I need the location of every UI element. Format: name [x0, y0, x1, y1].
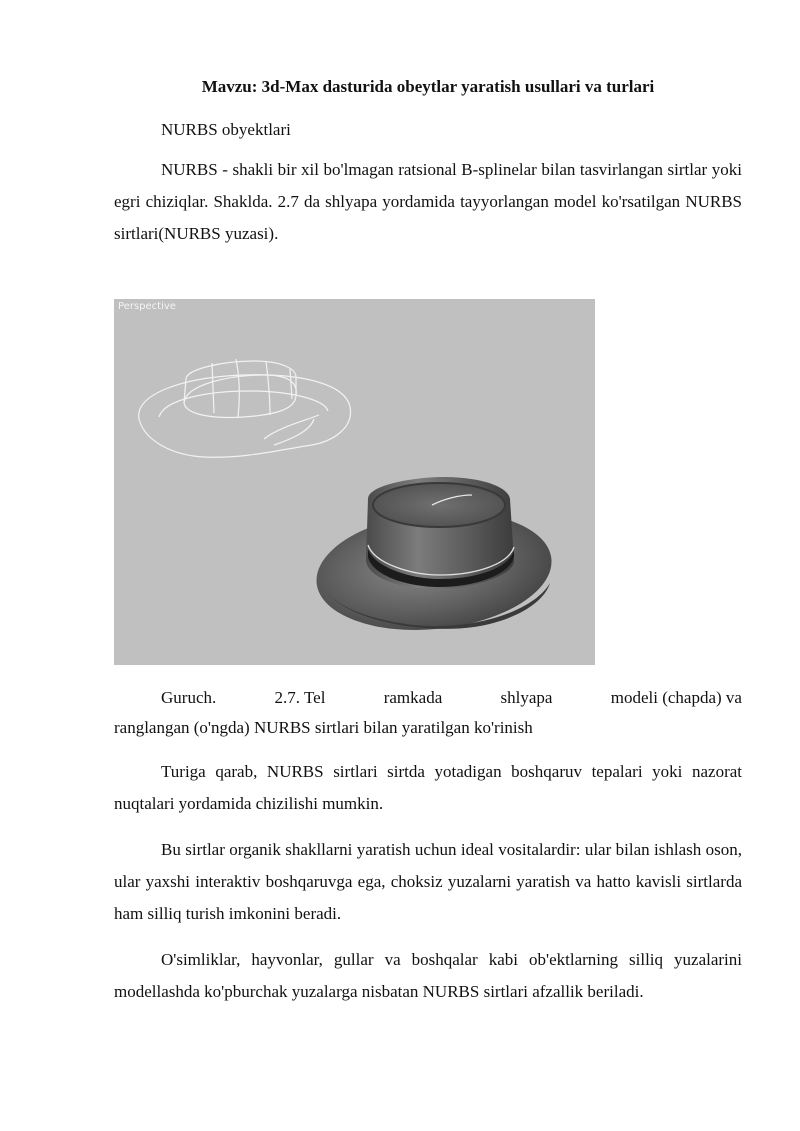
wireframe-hat — [139, 359, 351, 457]
paragraph-organic-shapes: Bu sirtlar organik shakllarni yaratish uchun ideal vositalardir: ular bilan ishlash oson, ular yaxshi interaktiv boshqaruvga ega, choksiz yuzalarni yaratish va hatto kavisli sirtlarda ham silliq turish imkonini beradi. — [114, 840, 742, 923]
caption-word: 2.7. Tel — [274, 688, 326, 707]
viewport-label: Perspective — [118, 301, 176, 312]
hat-illustration — [114, 299, 595, 665]
caption-word: shlyapa — [500, 688, 553, 707]
paragraph-control-points: Turiga qarab, NURBS sirtlari sirtda yotadigan boshqaruv tepalari yoki nazorat nuqtalari yordamida chizilishi mumkin. — [114, 762, 742, 813]
paragraph-nurbs-definition: NURBS - shakli bir xil bo'lmagan ratsional B-splinelar bilan tasvirlangan sirtlar yoki egri chiziqlar. Shaklda. 2.7 da shlyapa yordamida tayyorlangan model ko'rsatilgan NURBS sirtlari(NURBS yuzasi). — [114, 160, 742, 243]
subheading: NURBS obyektlari — [161, 120, 291, 139]
figure-hat-viewport — [114, 299, 595, 665]
figure-caption-line-2: ranglangan (o'ngda) NURBS sirtlari bilan yaratilgan ko'rinish — [114, 718, 533, 737]
paragraph-smooth-surfaces: O'simliklar, hayvonlar, gullar va boshqalar kabi ob'ektlarning silliq yuzalarini modellashda ko'pburchak yuzalarga nisbatan NURBS sirtlari afzallik beriladi. — [114, 950, 742, 1001]
caption-word: modeli (chapda) va — [610, 688, 742, 707]
document-title: Mavzu: 3d-Max dasturida obeytlar yaratish usullari va turlari — [201, 77, 655, 96]
caption-word: ramkada — [383, 688, 443, 707]
shaded-hat — [311, 477, 558, 641]
figure-caption-line-1 — [161, 686, 742, 710]
caption-word: Guruch. — [161, 688, 217, 707]
